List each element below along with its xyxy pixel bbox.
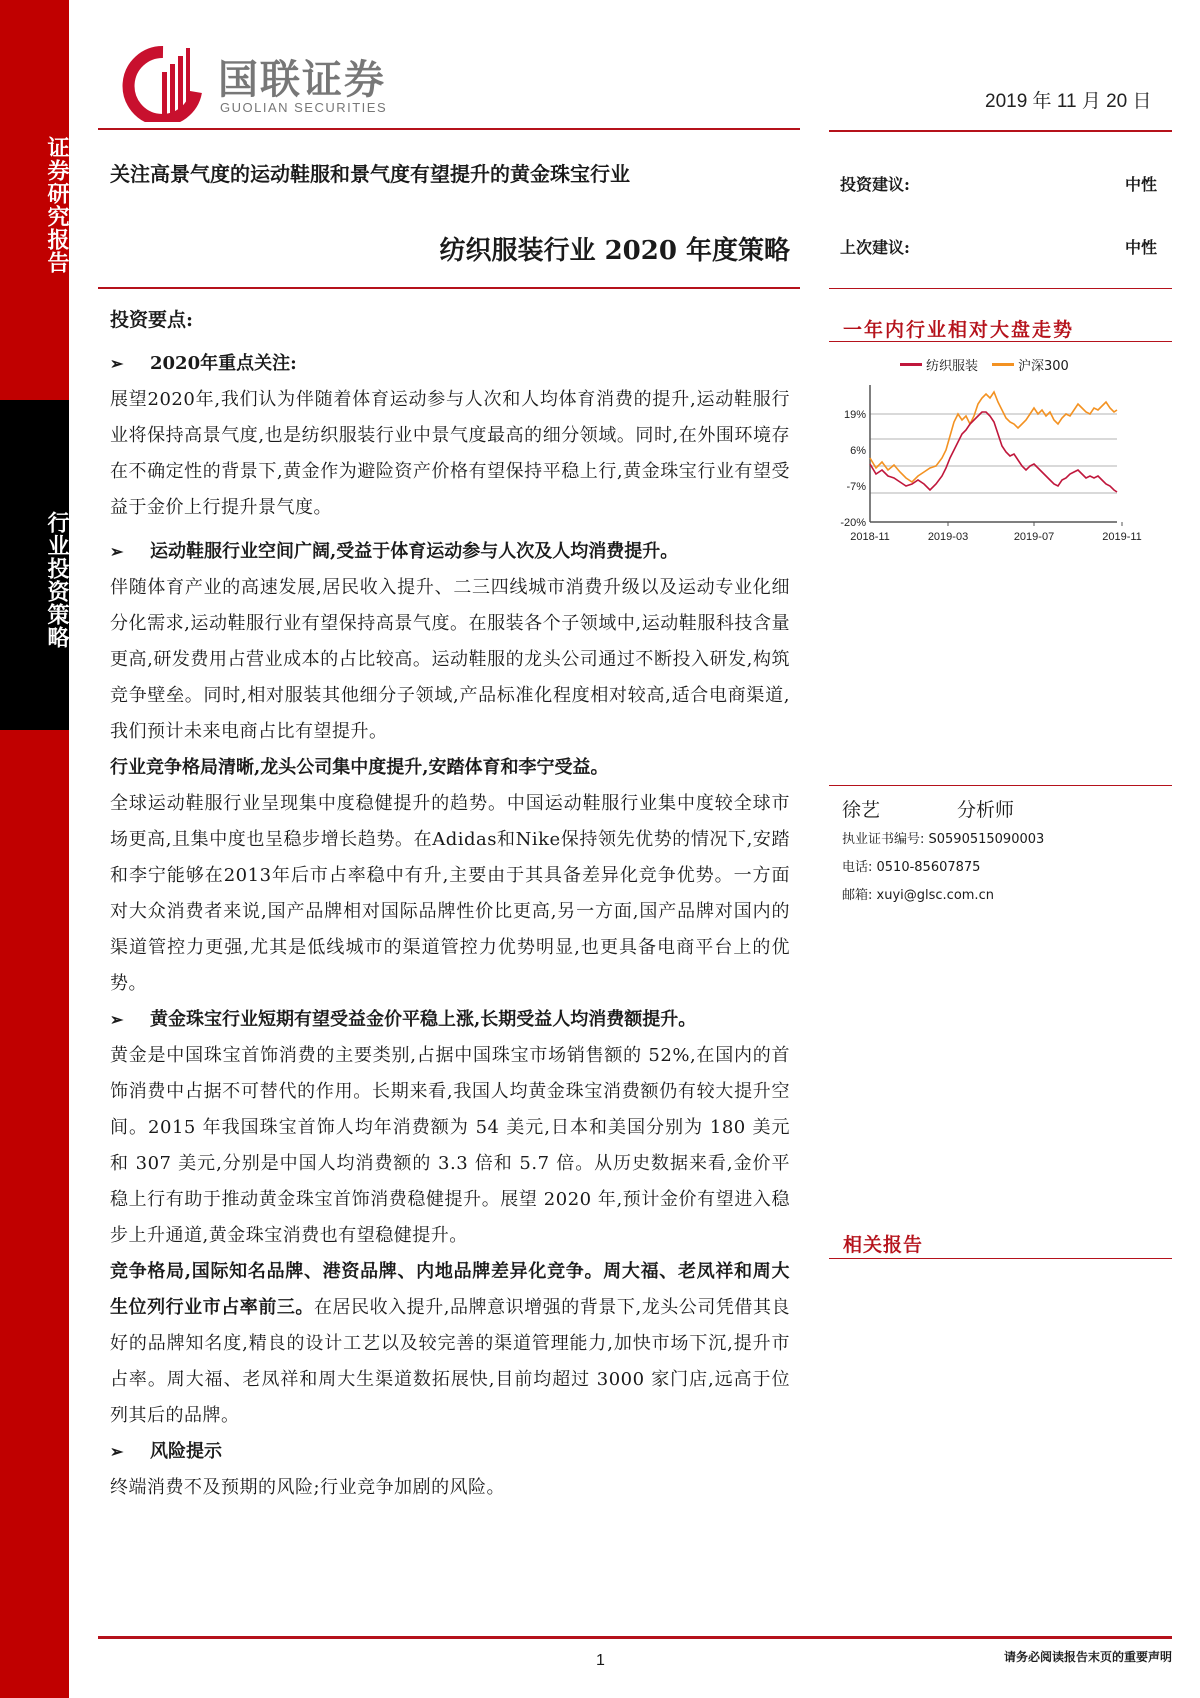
bullet-text: 风险提示: [150, 1441, 222, 1462]
sidebar-report-type: 证券研究报告: [44, 136, 70, 274]
bullet-heading: [110, 1434, 790, 1470]
paragraph-body: 在居民收入提升,品牌意识增强的背景下,龙头公司凭借其良好的品牌知名度,精良的设计工艺以及较完善的渠道管理能力,加快市场下沉,提升市占率。周大福、老凤祥和周大生渠道数拓展快,目前均超过 3000 家门店,远高于位列其后的品牌。: [110, 1297, 790, 1426]
logo-text-cn: 国联证券: [218, 57, 386, 103]
analyst-email[interactable]: 邮箱: xuyi@glsc.com.cn: [842, 888, 994, 903]
arrow-bullet-icon: ➢: [110, 542, 124, 561]
company-logo: [118, 42, 438, 122]
svg-text:19%: 19%: [843, 409, 866, 421]
svg-text:6%: 6%: [850, 445, 866, 457]
bullet-heading: [110, 534, 790, 570]
chart-legend: [900, 355, 1069, 374]
series-line-csi300: [870, 392, 1117, 482]
page-number: 1: [596, 1652, 605, 1669]
analyst-cert-number: 执业证书编号: S0590515090003: [842, 832, 1045, 847]
logo-mark-icon: [118, 42, 208, 122]
sidebar-red-band-bottom: [0, 730, 69, 1698]
paragraph-bold-lead: 竞争格局,国际知名品牌、港资品牌、内地品牌差异化竞争。周大福、老凤祥和周大生位列行业市占率前三。: [110, 1261, 790, 1318]
related-reports-heading: 相关报告: [843, 1234, 924, 1256]
divider: [829, 1258, 1172, 1259]
svg-text:-20%: -20%: [840, 517, 866, 529]
analyst-name: 徐艺: [842, 799, 881, 821]
bullet-heading: [110, 1002, 790, 1038]
report-date: 2019 年 11 月 20 日: [985, 91, 1152, 112]
analyst-role: 分析师: [957, 799, 1015, 821]
legend-swatch-icon: [992, 363, 1014, 366]
paragraph: 全球运动鞋服行业呈现集中度稳健提升的趋势。中国运动鞋服行业集中度较全球市场更高,且集中度也呈稳步增长趋势。在Adidas和Nike保持领先优势的情况下,安踏和李宁能够在2013年后市占率稳中有升,主要由于其具备差异化竞争优势。一方面对大众消费者来说,国产品牌相对国际品牌性价比更高,另一方面,国产品牌对国内的渠道管控力更强,尤其是低线城市的渠道管控力优势明显,也更具备电商平台上的优势。: [110, 793, 790, 994]
disclaimer-note: 请务必阅读报告末页的重要声明: [1003, 1650, 1172, 1664]
legend-label: 纺织服装: [926, 359, 979, 374]
bullet-heading: [110, 346, 790, 382]
chart-title: 一年内行业相对大盘走势: [843, 319, 1075, 341]
logo-text-en: GUOLIAN SECURITIES: [220, 100, 388, 115]
rating-previous-value: 中性: [1125, 238, 1158, 257]
rating-previous-label: 上次建议:: [840, 238, 910, 257]
report-subtitle: 关注高景气度的运动鞋服和景气度有望提升的黄金珠宝行业: [110, 162, 630, 186]
svg-text:2019-03: 2019-03: [927, 531, 969, 543]
legend-item-csi300: [992, 355, 1069, 374]
paragraph: 终端消费不及预期的风险;行业竞争加剧的风险。: [110, 1477, 506, 1498]
bullet-text: 2020年重点关注:: [150, 353, 297, 374]
svg-text:2019-11: 2019-11: [1102, 531, 1142, 543]
sidebar-report-category: 行业投资策略: [44, 511, 70, 649]
divider: [829, 785, 1172, 786]
divider: [829, 288, 1172, 289]
legend-item-textile: [900, 355, 978, 374]
paragraph: 伴随体育产业的高速发展,居民收入提升、二三四线城市消费升级以及运动专业化细分化需求,运动鞋服行业有望保持高景气度。在服装各个子领域中,运动鞋服科技含量更高,研发费用占营业成本的占比较高。运动鞋服的龙头公司通过不断投入研发,构筑竞争壁垒。同时,相对服装其他细分子领域,产品标准化程度相对较高,适合电商渠道,我们预计未来电商占比有望提升。: [110, 577, 790, 742]
divider: [829, 130, 1172, 132]
divider: [98, 128, 800, 130]
bullet-text: 运动鞋服行业空间广阔,受益于体育运动参与人次及人均消费提升。: [150, 541, 679, 562]
paragraph: 展望2020年,我们认为伴随着体育运动参与人次和人均体育消费的提升,运动鞋服行业将保持高景气度,也是纺织服装行业中景气度最高的细分领域。同时,在外围环境存在不确定性的背景下,黄金作为避险资产价格有望保持平稳上行,黄金珠宝行业有望受益于金价上行提升景气度。: [110, 389, 790, 518]
divider: [98, 287, 800, 289]
series-line-textile: [870, 412, 1117, 492]
bullet-text: 黄金珠宝行业短期有望受益金价平稳上涨,长期受益人均消费额提升。: [150, 1009, 697, 1030]
arrow-bullet-icon: ➢: [110, 1442, 124, 1461]
investment-highlights: [110, 305, 790, 1506]
footer-divider: [98, 1636, 1172, 1639]
paragraph: [110, 1254, 790, 1434]
section-heading: 投资要点:: [110, 309, 194, 331]
svg-text:2018-11: 2018-11: [850, 531, 890, 543]
rating-current-value: 中性: [1125, 175, 1158, 194]
legend-label: 沪深300: [1018, 359, 1069, 374]
paragraph: 黄金是中国珠宝首饰消费的主要类别,占据中国珠宝市场销售额的 52%,在国内的首饰消费中占据不可替代的作用。长期来看,我国人均黄金珠宝消费额仍有较大提升空间。2015 年我国珠宝首饰人均年消费额为 54 美元,日本和美国分别为 180 美元和 307 美元,分别是中国人均消费额的 3.3 倍和 5.7 倍。从历史数据来看,金价平稳上行有助于推动黄金珠宝首饰消费稳健提升。展望 2020 年,预计金价有望进入稳步上升通道,黄金珠宝消费也有望稳健提升。: [110, 1045, 790, 1246]
svg-text:-7%: -7%: [846, 481, 866, 493]
analyst-phone: 电话: 0510-85607875: [842, 860, 981, 875]
rating-current-label: 投资建议:: [840, 175, 910, 194]
arrow-bullet-icon: ➢: [110, 1010, 124, 1029]
bold-subheading: 行业竞争格局清晰,龙头公司集中度提升,安踏体育和李宁受益。: [110, 757, 609, 778]
arrow-bullet-icon: ➢: [110, 354, 124, 373]
report-title: 纺织服装行业 2020 年度策略: [439, 236, 790, 266]
legend-swatch-icon: [900, 363, 922, 366]
svg-text:2019-07: 2019-07: [1013, 531, 1055, 543]
relative-performance-chart: [830, 380, 1160, 550]
